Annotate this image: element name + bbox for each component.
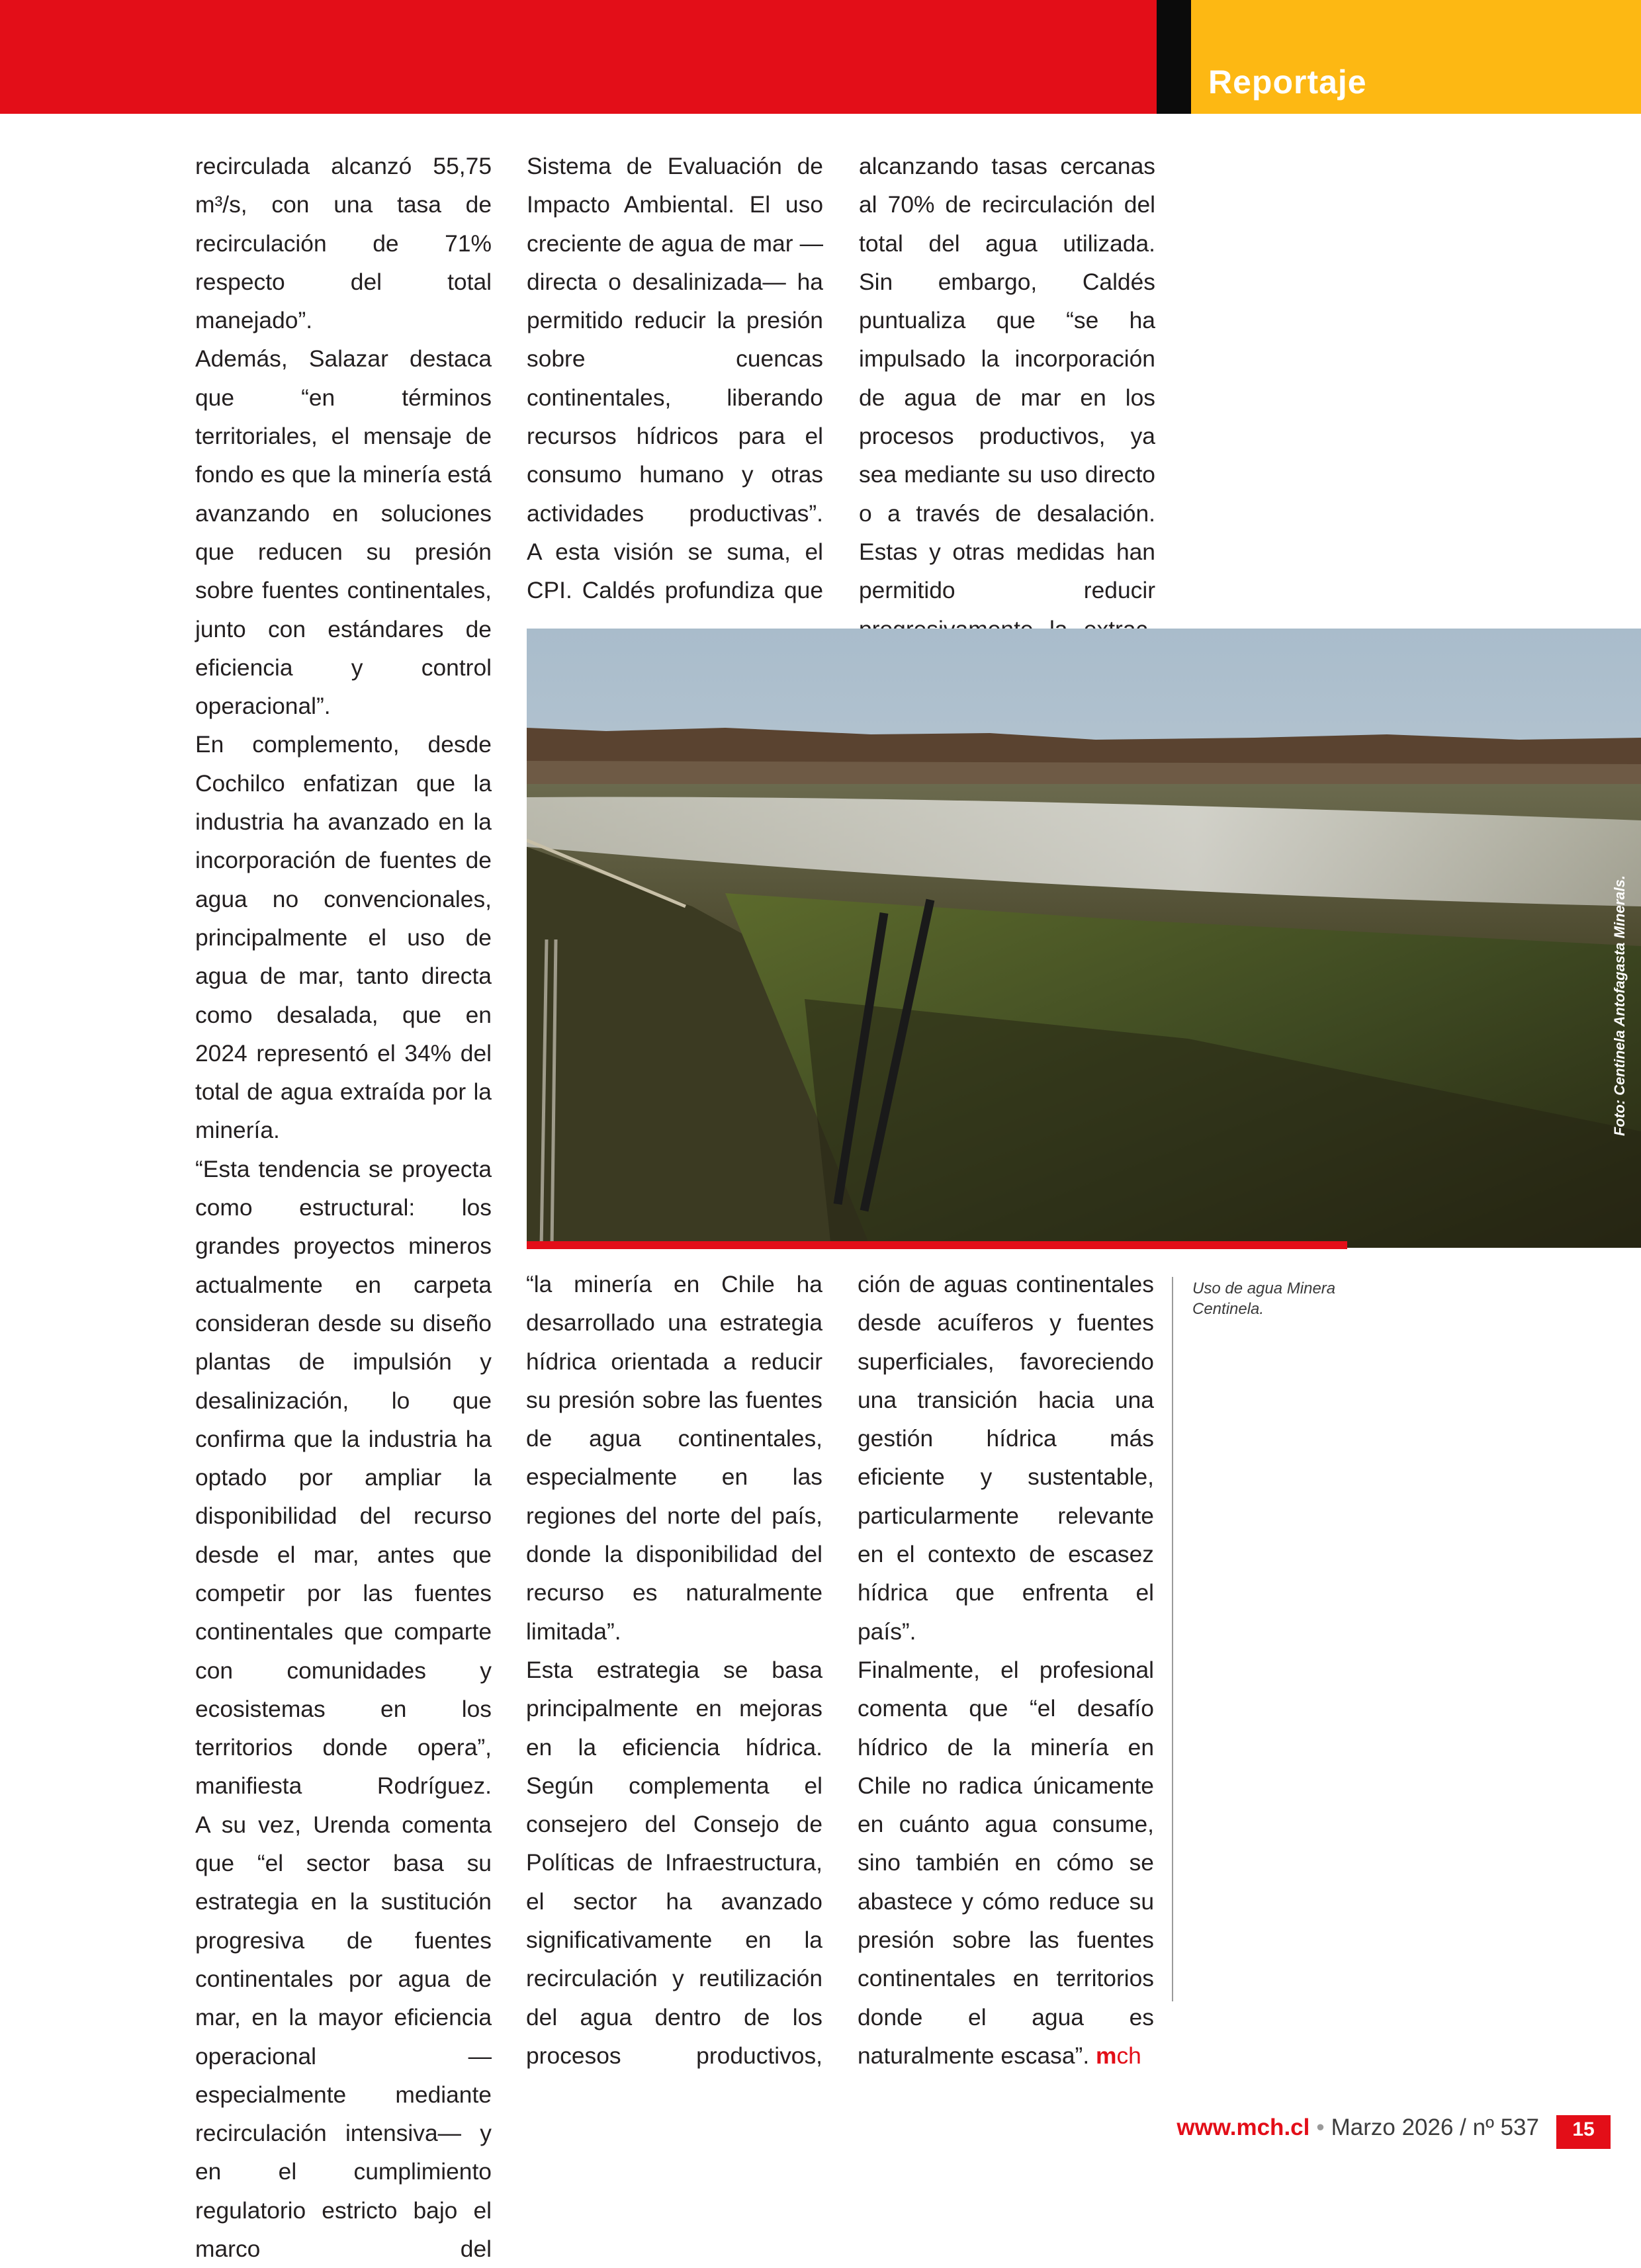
paragraph: Sistema de Evaluación de Impacto Ambiental. El uso creciente de agua de mar —directa o desalinizada— ha permitido reducir la presión sobre cuencas continentales, liberando recursos hídricos para el consumo humano y otras actividades productivas”. xyxy=(527,153,823,527)
header-red-band xyxy=(0,0,1157,114)
page-number: 15 xyxy=(1556,2115,1611,2149)
paragraph xyxy=(858,1651,1154,2075)
end-mark-logo: mch xyxy=(1096,2042,1141,2069)
paragraph: recirculada alcanzó 55,75 m³/s, con una tasa de recirculación de 71% respecto del total manejado”. xyxy=(195,153,492,334)
paragraph: Esta estrategia se basa principalmente en mejoras en la eficiencia hídrica. Según complementa el consejero del Consejo de Políticas de Infraestructura, el sector ha avanzado significativamente en la recirculación y reutilización del agua dentro de los procesos productivos, xyxy=(526,1656,822,2069)
photo-rule xyxy=(527,1241,1347,1249)
text-column-1 xyxy=(195,147,492,2268)
paragraph: ción de aguas continentales desde acuíferos y fuentes superficiales, favoreciendo una transición hacia una gestión hídrica más eficiente y sustentable, particularmente relevante en el contexto de escasez hídrica que enfrenta el país”. xyxy=(858,1271,1154,1645)
footer-line xyxy=(1176,2113,1539,2142)
mine-photo xyxy=(527,629,1641,1248)
paragraph: Sin embargo, Caldés puntualiza que “se ha impulsado la incorporación de agua de mar en los procesos productivos, ya sea mediante su uso directo o a través de desalación. Estas y otras medidas han permitido reducir xyxy=(859,268,1155,604)
photo-credit: Foto: Centinela Antofagasta Minerals. xyxy=(1611,875,1628,1137)
text-column-4 xyxy=(526,1265,822,2075)
text-column-5 xyxy=(858,1265,1154,2075)
paragraph: A su vez, Urenda comenta que “el sector basa su estrategia en la sustitución progresiva de fuentes continentales por agua de mar, en la mayor eficiencia operacional —especialmente mediante recirculación intensiva— y en el cumplimiento regulatorio estricto bajo el marco del xyxy=(195,1811,492,2263)
column-rule xyxy=(1172,1277,1173,2001)
paragraph: “Esta tendencia se proyecta como estructural: los grandes proyectos mineros actualmente en carpeta consideran desde su diseño plantas de impulsión y desalinización, lo que confirma que la industria ha optado por ampliar la disponibilidad del recurso desde el mar, antes que competir por las fuentes continentales que comparte con comunidades y ecosistemas en los territorios donde opera”, manifiesta Rodríguez. xyxy=(195,1155,492,1800)
paragraph: Además, Salazar destaca que “en términos territoriales, el mensaje de fondo es que la minería está avanzando en soluciones que reducen su presión sobre fuentes continentales, junto con estándares de eficiencia y control operacional”. xyxy=(195,345,492,720)
section-label: Reportaje xyxy=(1208,64,1367,101)
text-column-3 xyxy=(859,147,1155,648)
paragraph: En complemento, desde Cochilco enfatizan que la industria ha avanzado en la incorporación de fuentes de agua no convencionales, principalmente el uso de agua de mar, tanto directa como desalada, que en 2024 representó el 34% del total de agua extraída por la minería. xyxy=(195,731,492,1144)
paragraph-text: Finalmente, el profesional comenta que “el desafío hídrico de la minería en Chile no radica únicamente en cuánto agua consume, sino también en cómo se abastece y cómo reduce su presión sobre las fuentes continentales en territorios donde el agua es naturalmente escasa”. xyxy=(858,1656,1154,2069)
footer-issue: Marzo 2026 / nº 537 xyxy=(1331,2115,1539,2140)
photo-caption: Uso de agua Minera Centinela. xyxy=(1192,1280,1336,1318)
header-black-divider xyxy=(1157,0,1191,114)
footer-separator: • xyxy=(1316,2115,1325,2140)
paragraph: alcanzando tasas cercanas al 70% de recirculación del total del agua utilizada. xyxy=(859,153,1155,257)
paragraph: “la minería en Chile ha desarrollado una estrategia hídrica orientada a reducir su presión sobre las fuentes de agua continentales, especialmente en las regiones del norte del país, donde la disponibilidad del recurso es naturalmente limitada”. xyxy=(526,1271,822,1645)
paragraph: A esta visión se suma, el CPI. Caldés profundiza que xyxy=(527,538,823,604)
footer-url[interactable]: www.mch.cl xyxy=(1176,2115,1310,2140)
text-column-2 xyxy=(527,147,823,610)
